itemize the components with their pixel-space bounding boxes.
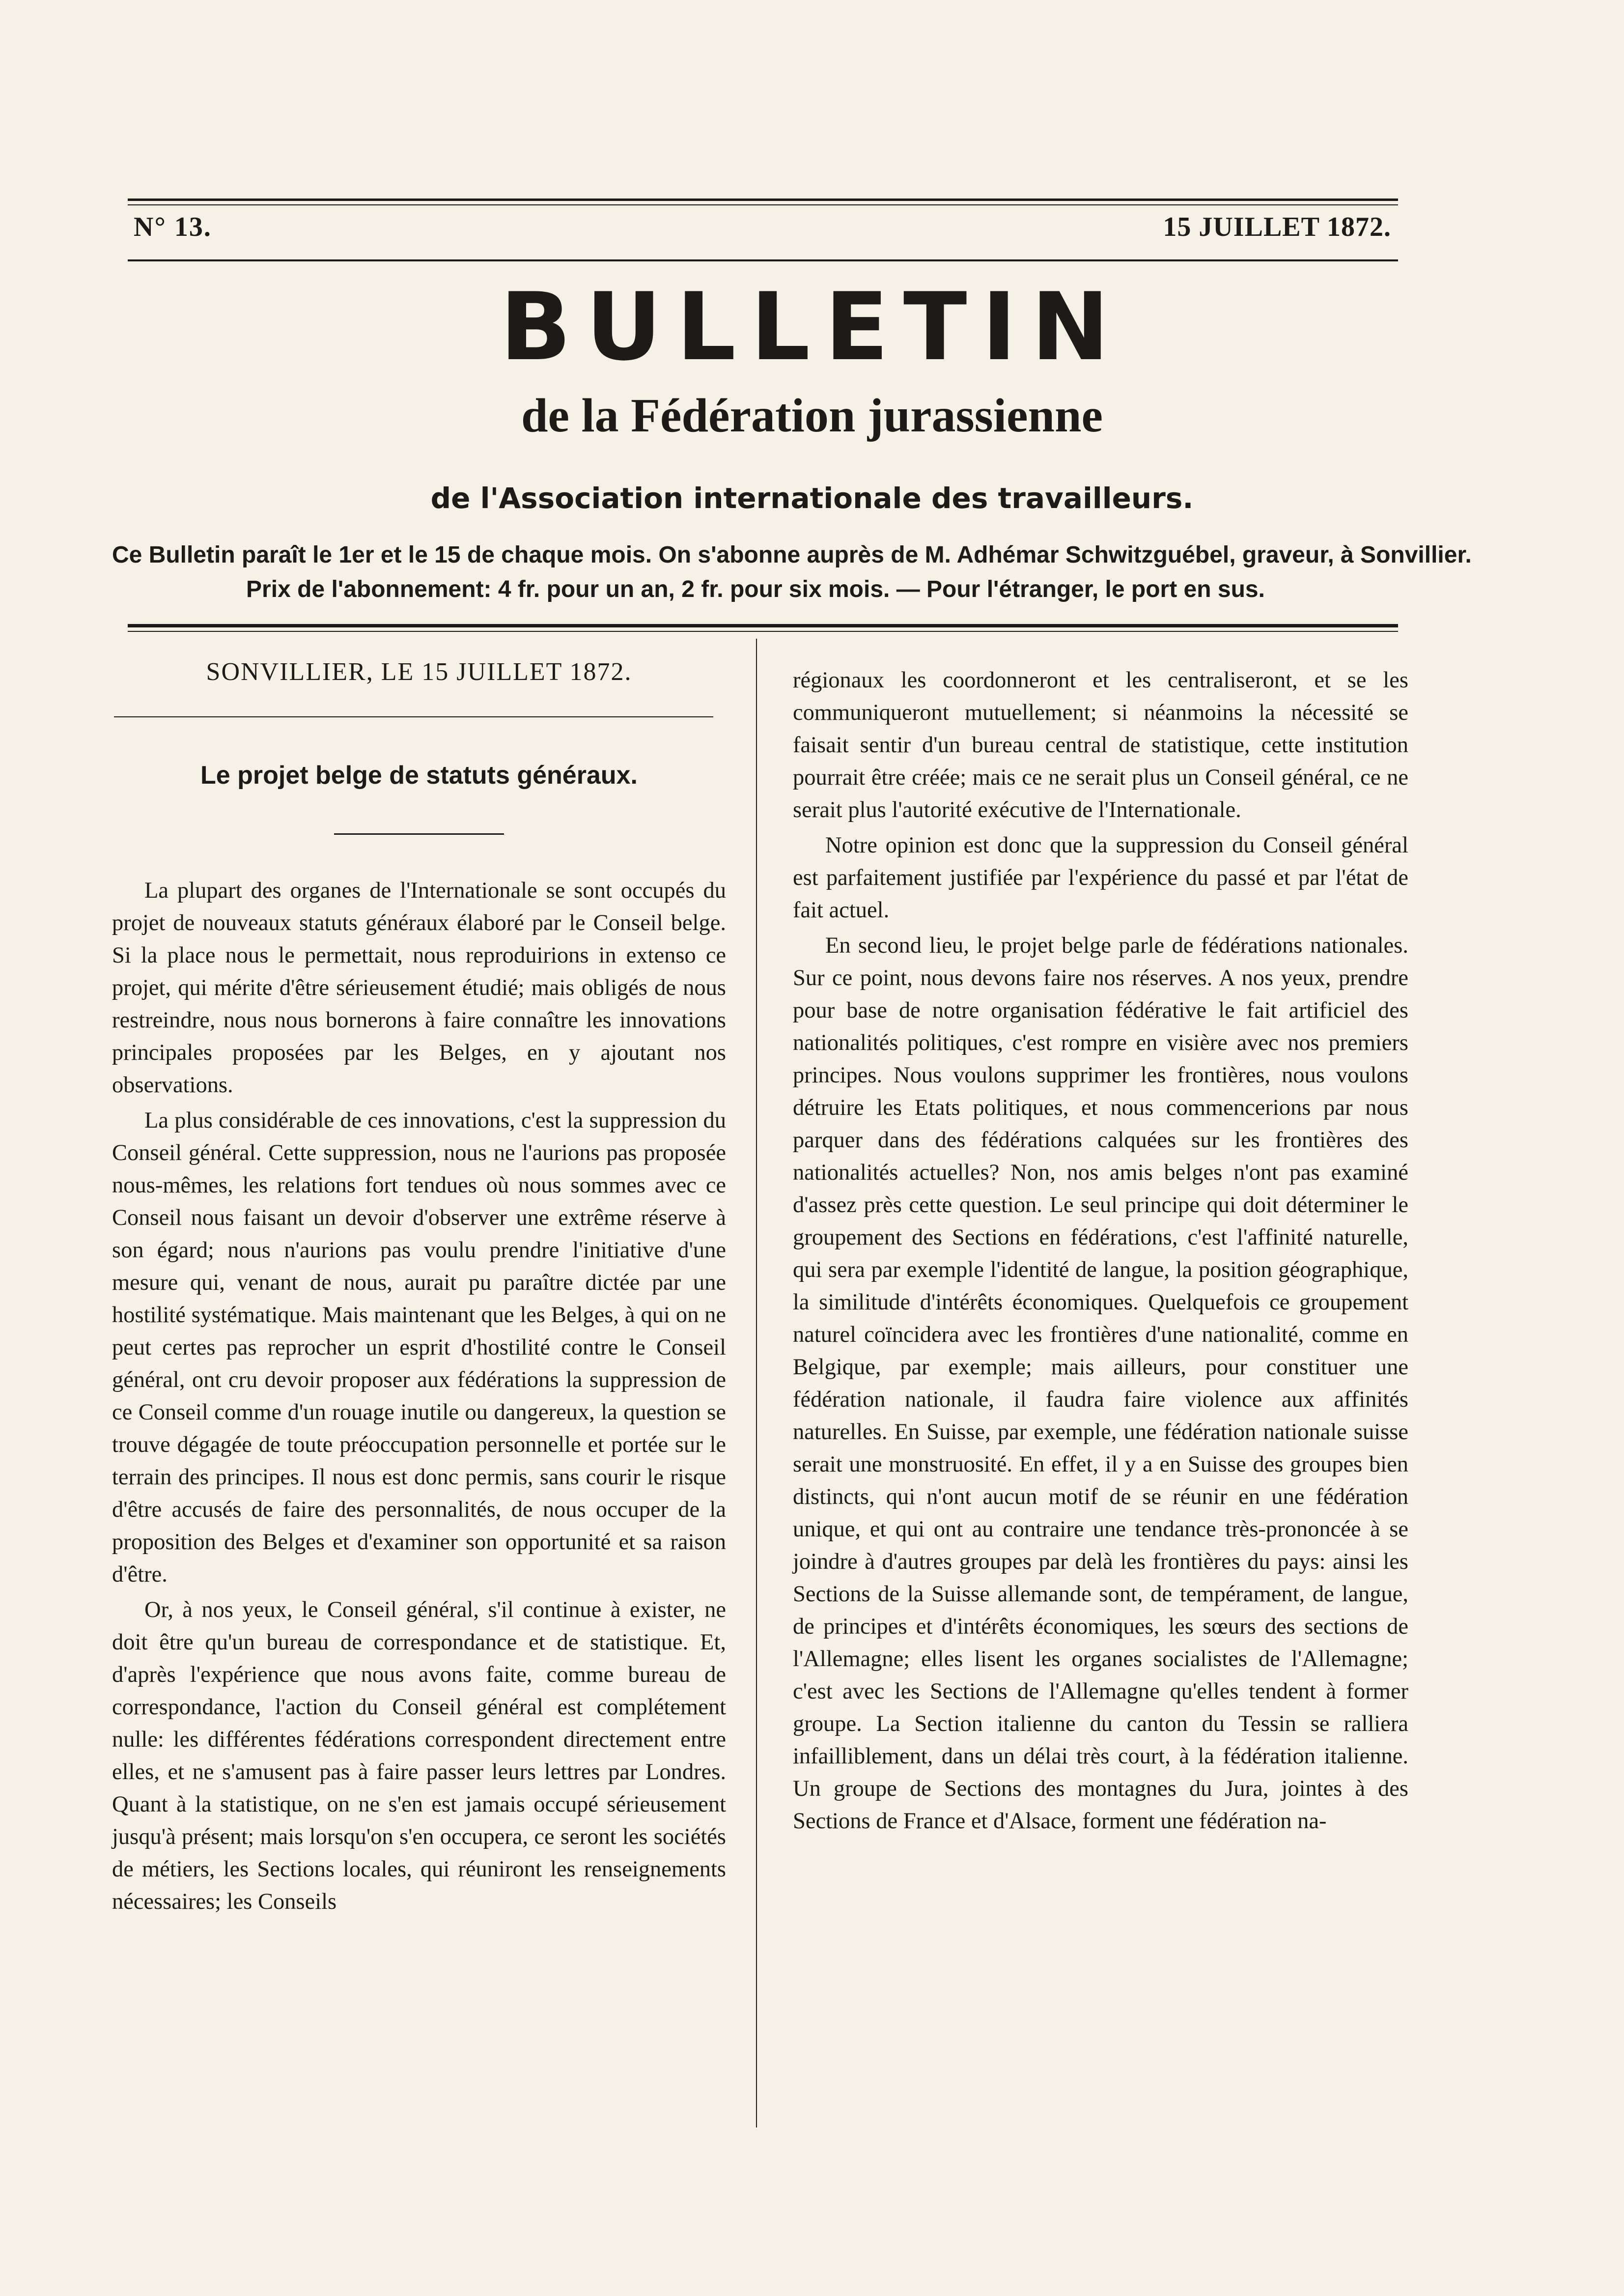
subscription-line-2: Prix de l'abonnement: 4 fr. pour un an, 2 fr. pour six mois. — Pour l'étranger, le port en sus. bbox=[246, 576, 1265, 602]
paragraph: Or, à nos yeux, le Conseil général, s'il continue à exister, ne doit être qu'un bureau de correspondance et de statistique. Et, d'après l'expérience que nous avons faite, comme bureau de correspondance, l'action du Conseil général est complétement nulle: les différentes fédérations correspondent directement entre elles, et ne s'amusent pas à faire passer leurs lettres par Londres. Quant à la statistique, on ne s'en est jamais occupé sérieusement jusqu'à présent; mais lorsqu'on s'en occupera, ce seront les sociétés de métiers, les Sections locales, qui réuniront les renseignements nécessaires; les Conseils bbox=[112, 1597, 726, 1914]
issue-number: N° 13. bbox=[134, 212, 212, 242]
article-right-column bbox=[793, 664, 1408, 1838]
masthead-rule-thin bbox=[128, 631, 1398, 632]
article-title: Le projet belge de statuts généraux. bbox=[200, 761, 638, 790]
paragraph: La plupart des organes de l'Internationale se sont occupés du projet de nouveaux statuts généraux élaboré par le Conseil belge. Si la place nous le permettait, nous reproduirions in extenso ce projet, qui mérite d'être sérieusement étudié; mais obligés de nous restreindre, nous nous bornerons à faire connaître les innovations principales proposées par les Belges, en y ajoutant nos observations. bbox=[112, 878, 726, 1098]
article-dateline: SONVILLIER, LE 15 JUILLET 1872. bbox=[206, 658, 632, 686]
top-rule bbox=[128, 198, 1398, 201]
paragraph: régionaux les coordonneront et les centraliseront, et se les communiqueront mutuellement; si néanmoins la nécessité se faisait sentir d'un bureau central de statistique, cette institution pourrait être créée; mais ce ne serait plus un Conseil général, ce ne serait plus l'autorité exécutive de l'Internationale. bbox=[793, 668, 1408, 822]
issue-date: 15 JUILLET 1872. bbox=[1163, 212, 1391, 242]
masthead-subtitle: de la Fédération jurassienne bbox=[521, 389, 1103, 442]
dateline-rule bbox=[114, 716, 713, 717]
subscription-line-1: Ce Bulletin paraît le 1er et le 15 de chaque mois. On s'abonne auprès de M. Adhémar Schwitzguébel, graveur, à Sonvillier. bbox=[112, 542, 1472, 568]
paragraph: La plus considérable de ces innovations, c'est la suppression du Conseil général. Cette suppression, nous ne l'aurions pas proposée nous-mêmes, les relations fort tendues où nous sommes avec ce Conseil nous faisant un devoir d'observer une extrême réserve à son égard; nous n'aurions pas voulu prendre l'initiative d'une mesure qui, venant de nous, aurait pu paraître dictée par une hostilité systématique. Mais maintenant que les Belges, à qui on ne peut certes pas reprocher un esprit d'hostilité contre le Conseil général, ont cru devoir proposer aux fédérations la suppression de ce Conseil comme d'un rouage inutile ou dangereux, la question se trouve dégagée de toute préoccupation personnelle et portée sur le terrain des principes. Il nous est donc permis, sans courir le risque d'être accusés de faire des personnalités, de nous occuper de la proposition des Belges et d'examiner son opportunité et sa raison d'être. bbox=[112, 1108, 726, 1587]
title-rule bbox=[334, 833, 504, 835]
masthead-title: BULLETIN bbox=[500, 273, 1124, 381]
top-rule-thin bbox=[128, 204, 1398, 205]
article-left-column bbox=[112, 875, 726, 1918]
paragraph: En second lieu, le projet belge parle de fédérations nationales. Sur ce point, nous devons faire nos réserves. A nos yeux, prendre pour base de notre organisation fédérative le fait artificiel des nationalités politiques, c'est rompre en visière avec nos premiers principes. Nous voulons supprimer les frontières, nous voulons détruire les Etats politiques, et nous commencerions par nous parquer dans des fédérations calquées sur les frontières des nationalités actuelles? Non, nos amis belges n'ont pas examiné d'assez près cette question. Le seul principe qui doit déterminer le groupement des Sections en fédérations, c'est l'affinité naturelle, qui sera par exemple l'identité de langue, la position géographique, la similitude d'intérêts économiques. Quelquefois ce groupement naturel coïncidera avec les frontières d'une nationalité, comme en Belgique, par exemple; mais ailleurs, pour constituer une fédération nationale, il faudra faire violence aux affinités naturelles. En Suisse, par exemple, une fédération nationale suisse serait une monstruosité. En effet, il y a en Suisse des groupes bien distincts, qui n'ont aucun motif de se réunir en une fédération unique, et qui ont au contraire une tendance très-prononcée à se joindre à d'autres groupes par delà les frontières du pays: ainsi les Sections de la Suisse allemande sont, de tempérament, de langue, de principes et d'intérêts économiques, les sœurs des sections de l'Allemagne; elles lisent les organes socialistes de l'Allemagne; c'est avec les Sections de l'Allemagne qu'elles tendent à former groupe. La Section italienne du canton du Tessin se ralliera infailliblement, dans un délai très court, à la fédération italienne. Un groupe de Sections des montagnes du Jura, jointes à des Sections de France et d'Alsace, forment une fédération na- bbox=[793, 933, 1408, 1834]
masthead-rule bbox=[128, 624, 1398, 627]
paragraph: Notre opinion est donc que la suppression du Conseil général est parfaitement justifiée par l'expérience du passé et par l'état de fait actuel. bbox=[793, 833, 1408, 923]
header-rule bbox=[128, 259, 1398, 261]
masthead-subtitle-association: de l'Association internationale des travailleurs. bbox=[430, 482, 1194, 515]
column-divider bbox=[756, 639, 757, 2127]
